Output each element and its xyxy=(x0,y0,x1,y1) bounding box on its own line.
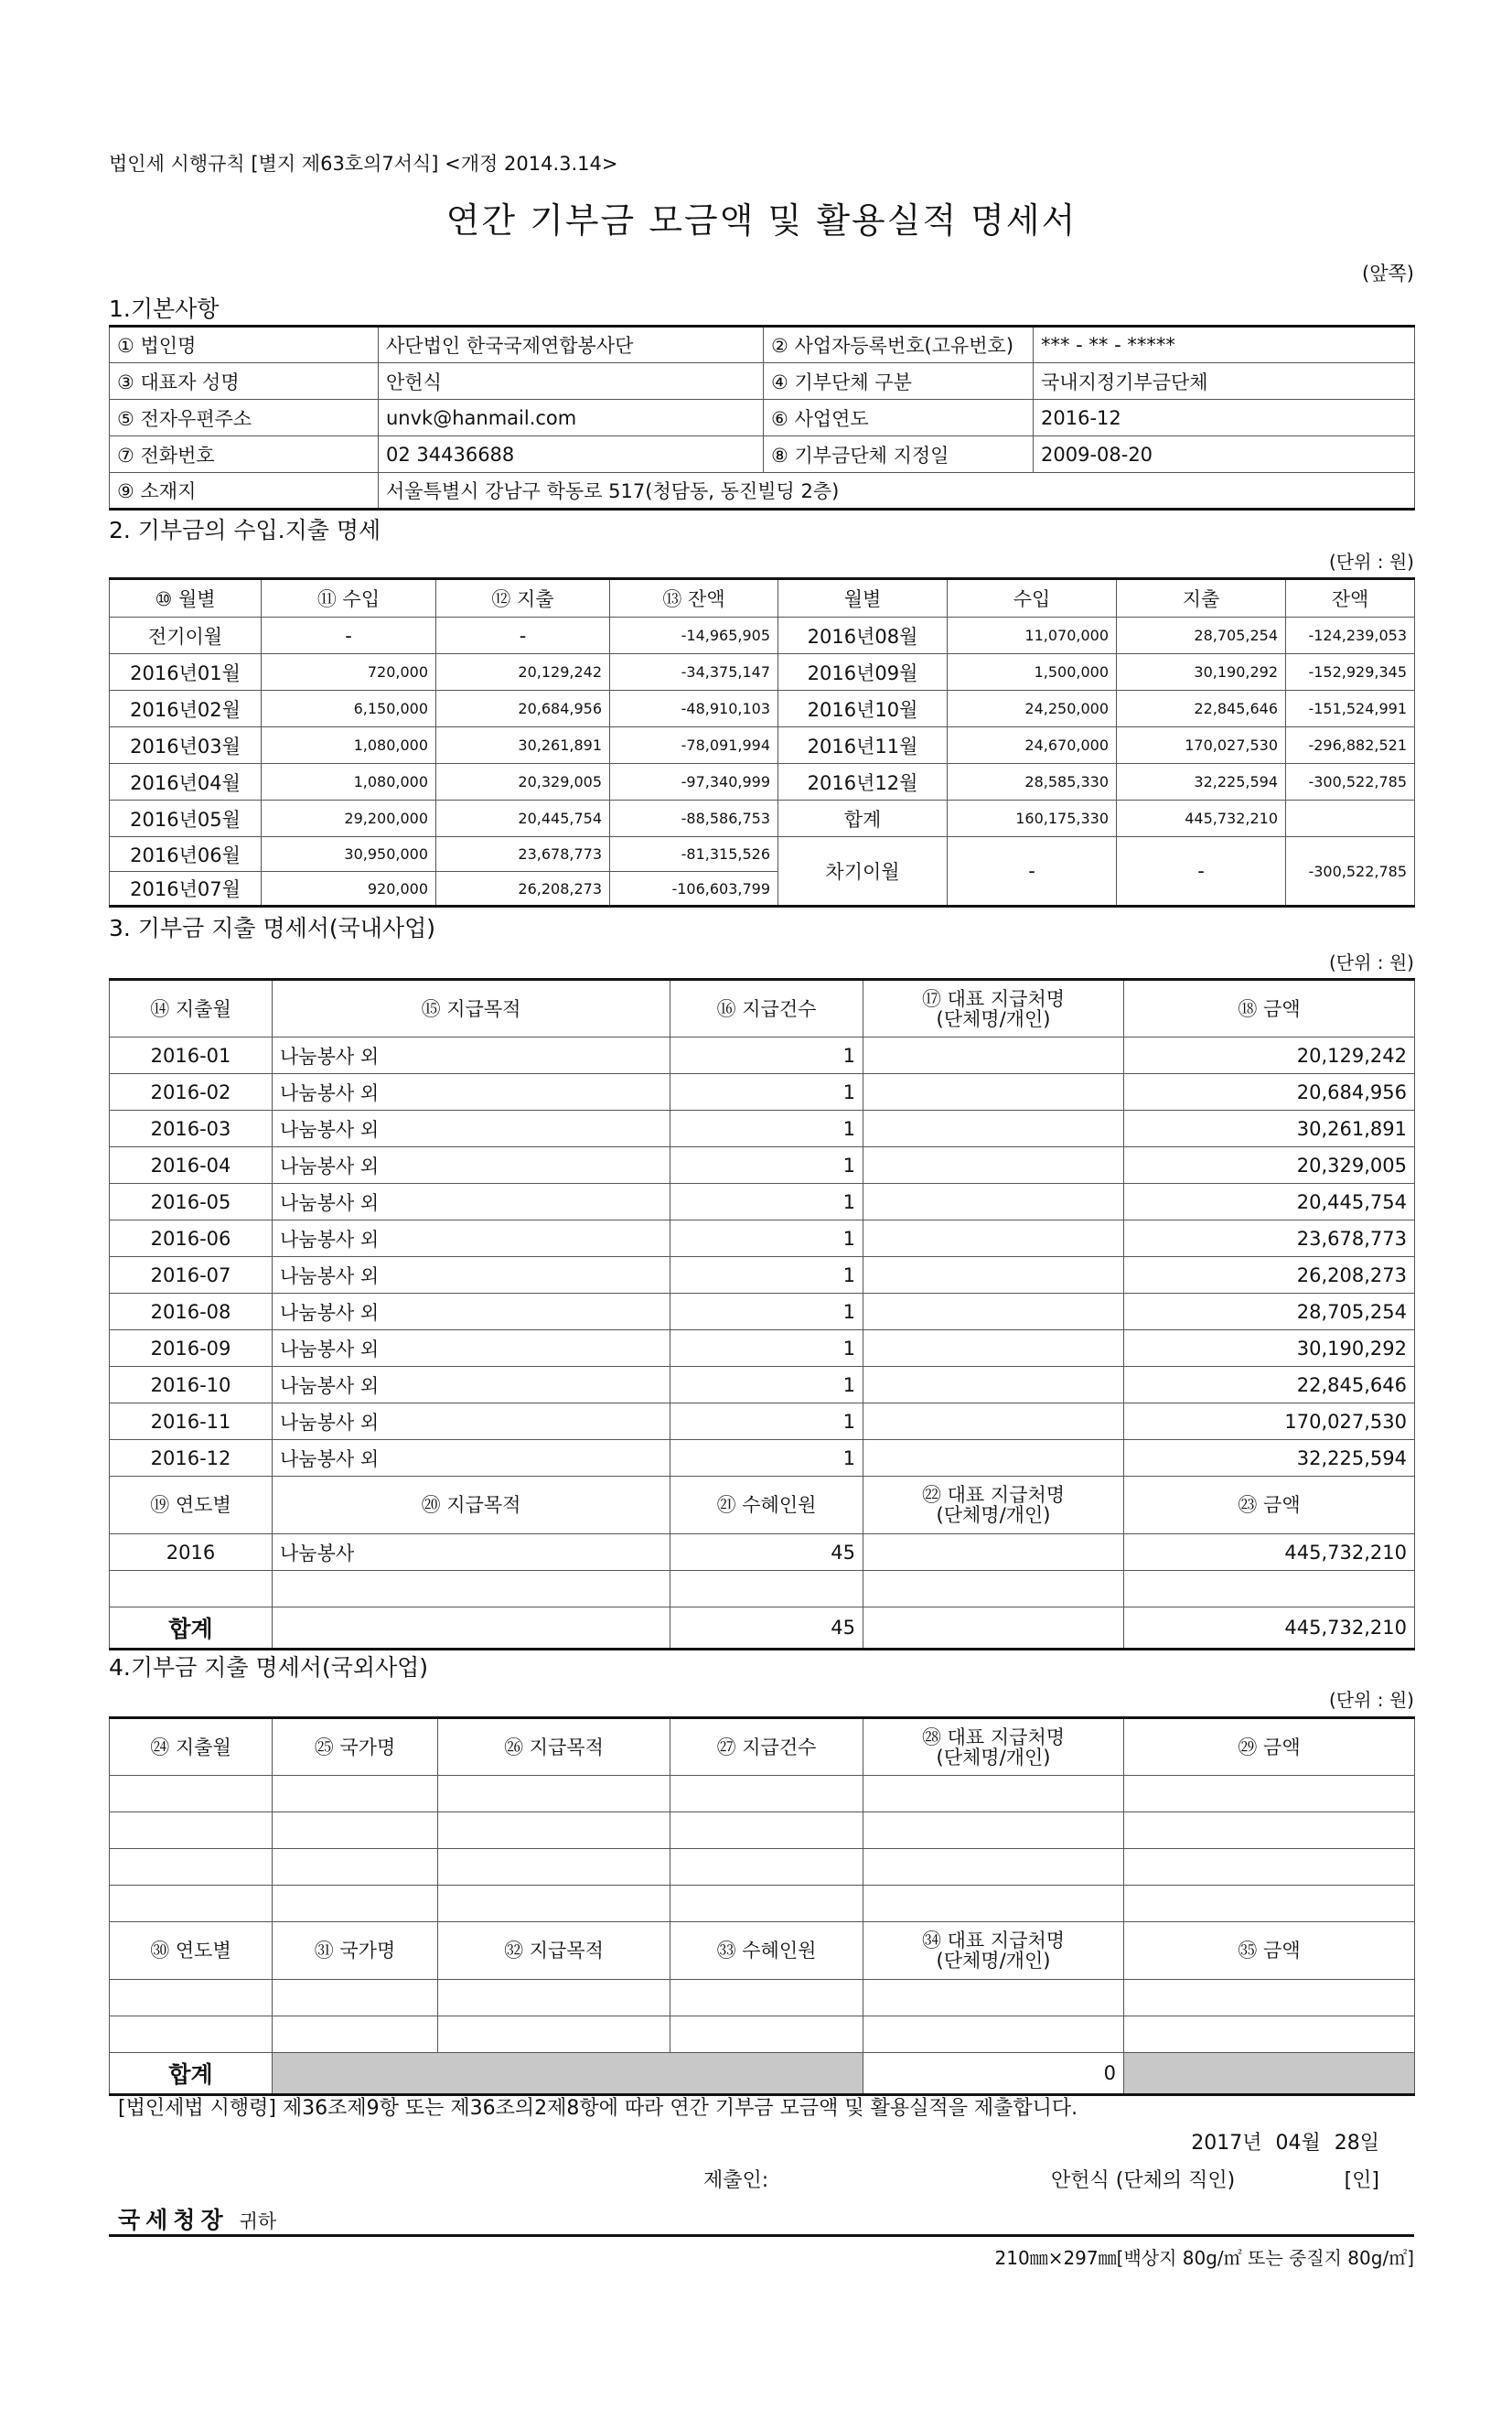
month-cell: 2016-07 xyxy=(110,1257,273,1294)
amount-cell: 28,585,330 xyxy=(948,764,1117,801)
recipient-cell xyxy=(863,1367,1124,1403)
month-cell: 2016-08 xyxy=(110,1294,273,1330)
amount-cell: 20,684,956 xyxy=(436,691,610,727)
empty-cell xyxy=(110,1980,273,2016)
amount-cell: 160,175,330 xyxy=(948,801,1117,837)
month-cell: 2016년03월 xyxy=(110,727,262,764)
empty-cell xyxy=(438,1886,670,1922)
amount-cell: 29,200,000 xyxy=(262,801,436,837)
empty-cell xyxy=(438,2016,670,2053)
month-cell: 2016-04 xyxy=(110,1147,273,1184)
field-label: ⑦ 전화번호 xyxy=(110,436,379,473)
month-cell: 2016-02 xyxy=(110,1074,273,1111)
total-beneficiaries: 45 xyxy=(670,1607,863,1650)
domestic-year-row xyxy=(110,1534,1415,1571)
month-cell: 2016년05월 xyxy=(110,801,262,837)
section-income-unit: (단위 : 원) xyxy=(1328,551,1414,573)
amount-cell: 20,129,242 xyxy=(1124,1037,1415,1074)
amount-cell: 720,000 xyxy=(262,654,436,691)
address-row xyxy=(110,473,1415,510)
field-label: ② 사업자등록번호(고유번호) xyxy=(764,327,1034,363)
month-cell: 2016-03 xyxy=(110,1111,273,1147)
recipient-cell xyxy=(863,1037,1124,1074)
basic-info-row xyxy=(110,436,1415,473)
submission-date: 2017년 04월 28일 xyxy=(1191,2132,1379,2155)
amount-cell: -152,929,345 xyxy=(1286,654,1415,691)
domestic-row xyxy=(110,1403,1415,1440)
year-cell xyxy=(110,1571,273,1607)
amount-cell: 26,208,273 xyxy=(1124,1257,1415,1294)
amount-cell: 30,261,891 xyxy=(1124,1111,1415,1147)
submitter-label: 제출인: xyxy=(703,2169,769,2192)
domestic-row xyxy=(110,1037,1415,1074)
count-cell: 1 xyxy=(670,1330,863,1367)
column-header: ⑫ 지출 xyxy=(436,579,610,618)
month-cell: 2016년02월 xyxy=(110,691,262,727)
recipient-name: 국세청장 xyxy=(118,2207,229,2233)
domestic-row xyxy=(110,1330,1415,1367)
domestic-row xyxy=(110,1367,1415,1403)
empty-cell xyxy=(670,1776,863,1812)
month-cell: 2016년04월 xyxy=(110,764,262,801)
column-header: ⑮ 지급목적 xyxy=(273,980,670,1037)
column-header: 월별 xyxy=(778,579,948,618)
section-income-title: 2. 기부금의 수입.지출 명세 xyxy=(109,517,381,543)
empty-cell xyxy=(670,2016,863,2053)
domestic-header-row xyxy=(110,1477,1415,1534)
seal-mark: [인] xyxy=(1344,2169,1379,2192)
recipient-cell xyxy=(863,1074,1124,1111)
amount-cell: 1,080,000 xyxy=(262,764,436,801)
domestic-row xyxy=(110,1220,1415,1257)
empty-cell xyxy=(670,1812,863,1849)
amount-cell: -78,091,994 xyxy=(610,727,778,764)
address-value: 서울특별시 강남구 학동로 517(청담동, 동진빌딩 2층) xyxy=(379,473,1415,510)
overseas-total-row xyxy=(110,2053,1415,2095)
field-label: ⑨ 소재지 xyxy=(110,473,379,510)
domestic-year-row xyxy=(110,1571,1415,1607)
month-cell: 2016년10월 xyxy=(778,691,948,727)
month-cell: 2016-05 xyxy=(110,1184,273,1220)
shaded-cell xyxy=(1124,2053,1415,2095)
recipient-cell xyxy=(863,1184,1124,1220)
purpose-cell: 나눔봉사 외 xyxy=(273,1330,670,1367)
amount-cell: 445,732,210 xyxy=(1124,1534,1415,1571)
column-header: ㉚ 연도별 xyxy=(110,1922,273,1980)
amount-cell: 20,129,242 xyxy=(436,654,610,691)
purpose-cell: 나눔봉사 외 xyxy=(273,1367,670,1403)
empty-cell xyxy=(273,1776,438,1812)
column-header: ⑪ 수입 xyxy=(262,579,436,618)
month-cell: 2016-12 xyxy=(110,1440,273,1477)
empty-cell xyxy=(1124,1980,1415,2016)
empty-cell xyxy=(1124,1776,1415,1812)
count-cell: 1 xyxy=(670,1367,863,1403)
empty-cell xyxy=(863,1849,1124,1886)
field-label: ① 법인명 xyxy=(110,327,379,363)
month-cell: 2016년12월 xyxy=(778,764,948,801)
empty-cell xyxy=(273,1812,438,1849)
section-basic-title: 1.기본사항 xyxy=(109,296,220,322)
count-cell: 1 xyxy=(670,1147,863,1184)
amount-cell: 20,684,956 xyxy=(1124,1074,1415,1111)
overseas-header-row xyxy=(110,1922,1415,1980)
field-value: *** - ** - ***** xyxy=(1034,327,1415,363)
amount-cell: -14,965,905 xyxy=(610,618,778,654)
field-label: ③ 대표자 성명 xyxy=(110,363,379,400)
field-value: 02 34436688 xyxy=(379,436,764,473)
field-value: 2016-12 xyxy=(1034,400,1415,436)
empty-cell xyxy=(438,1849,670,1886)
column-header: ㉙ 금액 xyxy=(1124,1718,1415,1776)
empty-cell xyxy=(863,1886,1124,1922)
amount-cell: -88,586,753 xyxy=(610,801,778,837)
empty-cell xyxy=(110,1849,273,1886)
amount-cell: 30,261,891 xyxy=(436,727,610,764)
recipient-cell xyxy=(863,1147,1124,1184)
form-reference: 법인세 시행규칙 [별지 제63호의7서식] <개정 2014.3.14> xyxy=(109,153,618,175)
month-cell: 2016년09월 xyxy=(778,654,948,691)
month-cell: 합계 xyxy=(778,801,948,837)
recipient-suffix: 귀하 xyxy=(239,2210,277,2232)
count-cell: 1 xyxy=(670,1220,863,1257)
empty-cell xyxy=(1124,1849,1415,1886)
section-domestic-title: 3. 기부금 지출 명세서(국내사업) xyxy=(109,915,436,941)
overseas-header-row xyxy=(110,1718,1415,1776)
income-expense-table xyxy=(109,577,1415,908)
empty-cell xyxy=(863,2016,1124,2053)
column-header: ㉞ 대표 지급처명 (단체명/개인) xyxy=(863,1922,1124,1980)
overseas-expense-table xyxy=(109,1716,1415,2096)
total-amount: 445,732,210 xyxy=(1124,1607,1415,1650)
amount-cell: 20,445,754 xyxy=(1124,1184,1415,1220)
column-header: ⑲ 연도별 xyxy=(110,1477,273,1534)
count-cell: 1 xyxy=(670,1257,863,1294)
amount-cell: -151,524,991 xyxy=(1286,691,1415,727)
amount-cell: 6,150,000 xyxy=(262,691,436,727)
amount-cell xyxy=(1286,801,1415,837)
total-recipient xyxy=(863,1607,1124,1650)
column-header: ㉛ 국가명 xyxy=(273,1922,438,1980)
overseas-row xyxy=(110,1776,1415,1812)
amount-cell: 30,190,292 xyxy=(1117,654,1286,691)
column-header: ㉜ 지급목적 xyxy=(438,1922,670,1980)
recipient-cell xyxy=(863,1294,1124,1330)
income-row xyxy=(110,764,1415,801)
beneficiaries-cell xyxy=(670,1571,863,1607)
column-header: 지출 xyxy=(1117,579,1286,618)
empty-cell xyxy=(110,1812,273,1849)
column-header: ㉗ 지급건수 xyxy=(670,1718,863,1776)
amount-cell: -81,315,526 xyxy=(610,837,778,872)
field-label: ④ 기부단체 구분 xyxy=(764,363,1034,400)
section-overseas-title: 4.기부금 지출 명세서(국외사업) xyxy=(109,1654,429,1681)
month-cell: 2016년01월 xyxy=(110,654,262,691)
empty-cell xyxy=(863,1812,1124,1849)
amount-cell: 24,670,000 xyxy=(948,727,1117,764)
amount-cell: 32,225,594 xyxy=(1124,1440,1415,1477)
recipient-cell xyxy=(863,1220,1124,1257)
recipient-cell xyxy=(863,1257,1124,1294)
empty-cell xyxy=(1124,2016,1415,2053)
amount-cell: 22,845,646 xyxy=(1117,691,1286,727)
count-cell: 1 xyxy=(670,1184,863,1220)
column-header: ㉓ 금액 xyxy=(1124,1477,1415,1534)
overseas-year-row xyxy=(110,2016,1415,2053)
recipient xyxy=(118,2202,276,2235)
month-cell: 2016년07월 xyxy=(110,872,262,907)
empty-cell xyxy=(670,1849,863,1886)
column-header: 수입 xyxy=(948,579,1117,618)
column-header: ㉝ 수혜인원 xyxy=(670,1922,863,1980)
recipient-cell xyxy=(863,1330,1124,1367)
domestic-header-row xyxy=(110,980,1415,1037)
empty-cell xyxy=(438,1776,670,1812)
amount-cell: -106,603,799 xyxy=(610,872,778,907)
field-value: 국내지정기부금단체 xyxy=(1034,363,1415,400)
basic-info-row xyxy=(110,327,1415,363)
amount-cell: 22,845,646 xyxy=(1124,1367,1415,1403)
beneficiaries-cell: 45 xyxy=(670,1534,863,1571)
basic-info-row xyxy=(110,363,1415,400)
month-cell: 2016-06 xyxy=(110,1220,273,1257)
month-cell: 2016년06월 xyxy=(110,837,262,872)
recipient-cell xyxy=(863,1440,1124,1477)
empty-cell xyxy=(863,1776,1124,1812)
purpose-cell: 나눔봉사 외 xyxy=(273,1074,670,1111)
column-header: ⑩ 월별 xyxy=(110,579,262,618)
field-label: ⑥ 사업연도 xyxy=(764,400,1034,436)
overseas-year-row xyxy=(110,1980,1415,2016)
domestic-row xyxy=(110,1440,1415,1477)
amount-cell: 920,000 xyxy=(262,872,436,907)
month-cell: 2016-09 xyxy=(110,1330,273,1367)
amount-cell: 1,500,000 xyxy=(948,654,1117,691)
amount-cell: - xyxy=(262,618,436,654)
recipient-cell xyxy=(863,1111,1124,1147)
purpose-cell: 나눔봉사 xyxy=(273,1534,670,1571)
carry-forward-label: 차기이월 xyxy=(778,837,948,907)
empty-cell xyxy=(863,1980,1124,2016)
basic-info-row xyxy=(110,400,1415,436)
amount-cell: 1,080,000 xyxy=(262,727,436,764)
empty-cell xyxy=(110,2016,273,2053)
amount-cell: 445,732,210 xyxy=(1117,801,1286,837)
recipient-cell xyxy=(863,1403,1124,1440)
section-domestic-unit: (단위 : 원) xyxy=(1328,951,1414,973)
page-title: 연간 기부금 모금액 및 활용실적 명세서 xyxy=(445,200,1078,241)
column-header: ⑭ 지출월 xyxy=(110,980,273,1037)
count-cell: 1 xyxy=(670,1037,863,1074)
total-count: 0 xyxy=(863,2053,1124,2095)
domestic-total-row xyxy=(110,1607,1415,1650)
column-header: ㉖ 지급목적 xyxy=(438,1718,670,1776)
amount-cell: 20,445,754 xyxy=(436,801,610,837)
month-cell: 2016년11월 xyxy=(778,727,948,764)
amount-cell: 23,678,773 xyxy=(1124,1220,1415,1257)
amount-cell: 28,705,254 xyxy=(1124,1294,1415,1330)
carry-forward-income: - xyxy=(948,837,1117,907)
recipient-cell xyxy=(863,1534,1124,1571)
empty-cell xyxy=(1124,1812,1415,1849)
empty-cell xyxy=(273,1849,438,1886)
count-cell: 1 xyxy=(670,1294,863,1330)
domestic-row xyxy=(110,1074,1415,1111)
column-header: ㉟ 금액 xyxy=(1124,1922,1415,1980)
purpose-cell: 나눔봉사 외 xyxy=(273,1111,670,1147)
month-cell: 2016년08월 xyxy=(778,618,948,654)
amount-cell: -97,340,999 xyxy=(610,764,778,801)
column-header: ㉘ 대표 지급처명 (단체명/개인) xyxy=(863,1718,1124,1776)
empty-cell xyxy=(670,1980,863,2016)
empty-cell xyxy=(273,1980,438,2016)
amount-cell: 20,329,005 xyxy=(1124,1147,1415,1184)
amount-cell: 170,027,530 xyxy=(1124,1403,1415,1440)
column-header: ⑱ 금액 xyxy=(1124,980,1415,1037)
paper-spec: 210㎜×297㎜[백상지 80g/㎡ 또는 중질지 80g/㎡] xyxy=(994,2247,1414,2269)
amount-cell: 20,329,005 xyxy=(436,764,610,801)
domestic-row xyxy=(110,1294,1415,1330)
carry-forward-balance: -300,522,785 xyxy=(1286,837,1415,907)
amount-cell: 26,208,273 xyxy=(436,872,610,907)
purpose-cell: 나눔봉사 외 xyxy=(273,1403,670,1440)
overseas-row xyxy=(110,1812,1415,1849)
field-value: 사단법인 한국국제연합봉사단 xyxy=(379,327,764,363)
total-purpose xyxy=(273,1607,670,1650)
column-header: ㉑ 수혜인원 xyxy=(670,1477,863,1534)
bottom-rule xyxy=(109,2234,1414,2237)
amount-cell: -300,522,785 xyxy=(1286,764,1415,801)
column-header: ⑯ 지급건수 xyxy=(670,980,863,1037)
amount-cell: 23,678,773 xyxy=(436,837,610,872)
column-header: ㉔ 지출월 xyxy=(110,1718,273,1776)
purpose-cell: 나눔봉사 외 xyxy=(273,1294,670,1330)
column-header: ⑬ 잔액 xyxy=(610,579,778,618)
empty-cell xyxy=(110,1886,273,1922)
income-row xyxy=(110,801,1415,837)
count-cell: 1 xyxy=(670,1074,863,1111)
amount-cell: - xyxy=(436,618,610,654)
overseas-row xyxy=(110,1849,1415,1886)
count-cell: 1 xyxy=(670,1403,863,1440)
field-label: ⑧ 기부금단체 지정일 xyxy=(764,436,1034,473)
purpose-cell: 나눔봉사 외 xyxy=(273,1220,670,1257)
empty-cell xyxy=(110,1776,273,1812)
field-value: 안헌식 xyxy=(379,363,764,400)
recipient-cell xyxy=(863,1571,1124,1607)
purpose-cell: 나눔봉사 외 xyxy=(273,1257,670,1294)
total-label: 합계 xyxy=(110,2053,273,2095)
purpose-cell: 나눔봉사 외 xyxy=(273,1037,670,1074)
shaded-cell xyxy=(273,2053,863,2095)
income-row xyxy=(110,691,1415,727)
month-cell: 2016-01 xyxy=(110,1037,273,1074)
domestic-row xyxy=(110,1257,1415,1294)
income-row xyxy=(110,618,1415,654)
column-header: ⑳ 지급목적 xyxy=(273,1477,670,1534)
declaration-text: [법인세법 시행령] 제36조제9항 또는 제36조의2제8항에 따라 연간 기부금 모금액 및 활용실적을 제출합니다. xyxy=(118,2097,1078,2120)
empty-cell xyxy=(438,1812,670,1849)
amount-cell: 24,250,000 xyxy=(948,691,1117,727)
overseas-row xyxy=(110,1886,1415,1922)
amount-cell: 11,070,000 xyxy=(948,618,1117,654)
field-value: 2009-08-20 xyxy=(1034,436,1415,473)
purpose-cell: 나눔봉사 외 xyxy=(273,1184,670,1220)
domestic-row xyxy=(110,1147,1415,1184)
month-cell: 전기이월 xyxy=(110,618,262,654)
income-row xyxy=(110,727,1415,764)
field-label: ⑤ 전자우편주소 xyxy=(110,400,379,436)
purpose-cell xyxy=(273,1571,670,1607)
amount-cell: 170,027,530 xyxy=(1117,727,1286,764)
amount-cell: -296,882,521 xyxy=(1286,727,1415,764)
page-side-label: (앞쪽) xyxy=(1362,263,1414,285)
empty-cell xyxy=(273,1886,438,1922)
amount-cell: 30,950,000 xyxy=(262,837,436,872)
purpose-cell: 나눔봉사 외 xyxy=(273,1440,670,1477)
income-row xyxy=(110,837,1415,872)
amount-cell: -34,375,147 xyxy=(610,654,778,691)
domestic-row xyxy=(110,1184,1415,1220)
income-row xyxy=(110,654,1415,691)
amount-cell: -48,910,103 xyxy=(610,691,778,727)
field-value: unvk@hanmail.com xyxy=(379,400,764,436)
year-cell: 2016 xyxy=(110,1534,273,1571)
empty-cell xyxy=(273,2016,438,2053)
domestic-expense-table xyxy=(109,978,1415,1650)
empty-cell xyxy=(670,1886,863,1922)
column-header: ㉕ 국가명 xyxy=(273,1718,438,1776)
basic-info-table xyxy=(109,325,1415,511)
purpose-cell: 나눔봉사 외 xyxy=(273,1147,670,1184)
income-header-row xyxy=(110,579,1415,618)
amount-cell: 30,190,292 xyxy=(1124,1330,1415,1367)
count-cell: 1 xyxy=(670,1111,863,1147)
month-cell: 2016-10 xyxy=(110,1367,273,1403)
empty-cell xyxy=(1124,1886,1415,1922)
submitter-name: 안헌식 (단체의 직인) xyxy=(1051,2169,1236,2192)
section-overseas-unit: (단위 : 원) xyxy=(1328,1689,1414,1711)
count-cell: 1 xyxy=(670,1440,863,1477)
column-header: ⑰ 대표 지급처명 (단체명/개인) xyxy=(863,980,1124,1037)
column-header: 잔액 xyxy=(1286,579,1415,618)
carry-forward-expense: - xyxy=(1117,837,1286,907)
column-header: ㉒ 대표 지급처명 (단체명/개인) xyxy=(863,1477,1124,1534)
month-cell: 2016-11 xyxy=(110,1403,273,1440)
amount-cell: -124,239,053 xyxy=(1286,618,1415,654)
total-label: 합계 xyxy=(110,1607,273,1650)
amount-cell: 32,225,594 xyxy=(1117,764,1286,801)
empty-cell xyxy=(438,1980,670,2016)
amount-cell: 28,705,254 xyxy=(1117,618,1286,654)
amount-cell xyxy=(1124,1571,1415,1607)
domestic-row xyxy=(110,1111,1415,1147)
